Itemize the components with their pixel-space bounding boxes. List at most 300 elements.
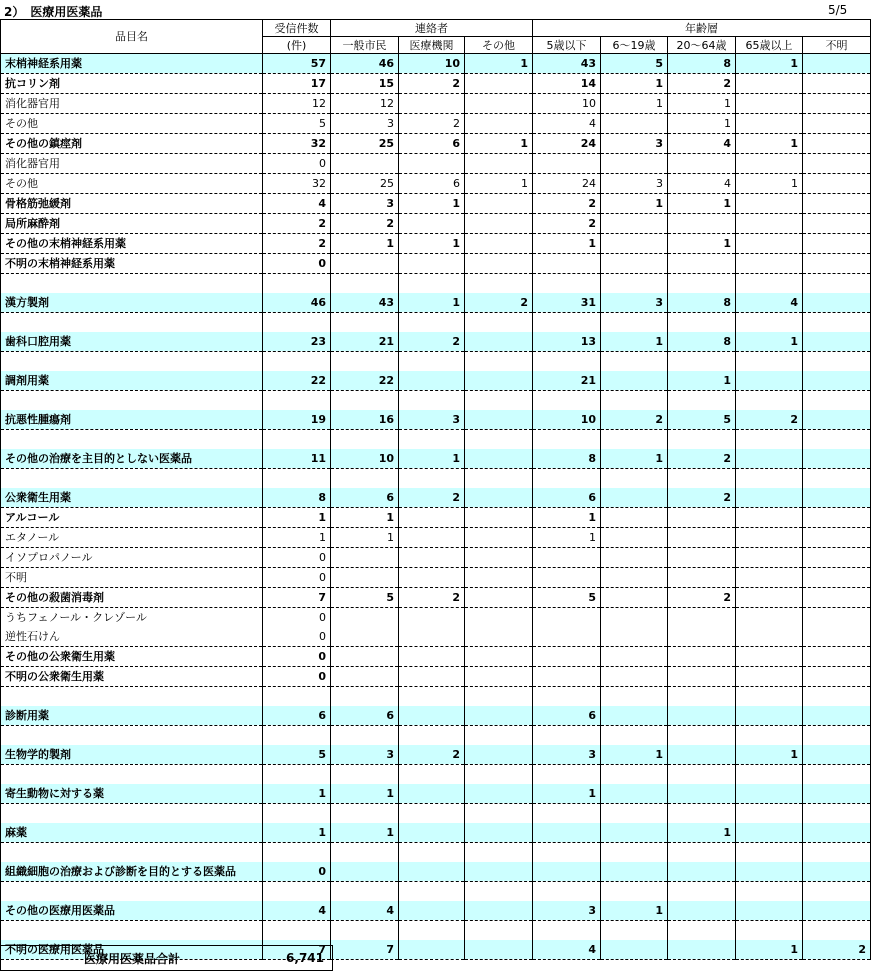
header-row-1 bbox=[1, 20, 871, 37]
value-cell bbox=[465, 726, 533, 746]
header-contact-col: 医療機関 bbox=[399, 37, 465, 54]
value-cell bbox=[736, 901, 803, 921]
value-cell bbox=[803, 154, 871, 174]
value-cell bbox=[668, 667, 736, 687]
value-cell: 3 bbox=[601, 293, 668, 313]
table-row bbox=[1, 608, 871, 628]
value-cell: 2 bbox=[533, 194, 601, 214]
value-cell: 57 bbox=[263, 54, 331, 74]
item-name-cell: アルコール bbox=[1, 508, 263, 528]
value-cell bbox=[803, 352, 871, 372]
value-cell bbox=[465, 352, 533, 372]
value-cell: 10 bbox=[533, 410, 601, 430]
value-cell: 6 bbox=[331, 706, 399, 726]
value-cell bbox=[601, 843, 668, 863]
value-cell bbox=[263, 687, 331, 707]
value-cell bbox=[736, 627, 803, 647]
statistics-table bbox=[0, 19, 871, 960]
value-cell: 1 bbox=[465, 174, 533, 194]
value-cell bbox=[331, 804, 399, 824]
value-cell: 43 bbox=[331, 293, 399, 313]
value-cell bbox=[736, 784, 803, 804]
value-cell bbox=[803, 823, 871, 843]
value-cell bbox=[736, 449, 803, 469]
value-cell: 0 bbox=[263, 154, 331, 174]
value-cell: 2 bbox=[736, 410, 803, 430]
value-cell bbox=[803, 371, 871, 391]
value-cell: 0 bbox=[263, 667, 331, 687]
value-cell bbox=[803, 134, 871, 154]
value-cell bbox=[399, 391, 465, 411]
total-label: 医療用医薬品合計 bbox=[1, 946, 264, 971]
value-cell bbox=[668, 391, 736, 411]
value-cell: 2 bbox=[533, 214, 601, 234]
value-cell: 8 bbox=[533, 449, 601, 469]
value-cell bbox=[601, 921, 668, 941]
value-cell bbox=[399, 901, 465, 921]
value-cell bbox=[465, 940, 533, 960]
value-cell: 0 bbox=[263, 862, 331, 882]
value-cell bbox=[533, 726, 601, 746]
value-cell bbox=[803, 528, 871, 548]
spacer-row bbox=[1, 313, 871, 333]
header-count-line1: 受信件数 bbox=[263, 20, 331, 37]
value-cell: 4 bbox=[533, 114, 601, 134]
item-name-cell: 不明の公衆衛生用薬 bbox=[1, 667, 263, 687]
value-cell bbox=[803, 508, 871, 528]
item-name-cell: その他 bbox=[1, 114, 263, 134]
value-cell: 0 bbox=[263, 647, 331, 667]
value-cell: 21 bbox=[331, 332, 399, 352]
value-cell bbox=[331, 568, 399, 588]
table-row bbox=[1, 54, 871, 74]
value-cell bbox=[465, 745, 533, 765]
value-cell bbox=[399, 608, 465, 628]
value-cell: 1 bbox=[736, 940, 803, 960]
value-cell bbox=[601, 234, 668, 254]
value-cell: 1 bbox=[263, 823, 331, 843]
value-cell bbox=[601, 469, 668, 489]
value-cell: 0 bbox=[263, 254, 331, 274]
value-cell bbox=[331, 352, 399, 372]
item-name-cell bbox=[1, 882, 263, 902]
value-cell bbox=[465, 706, 533, 726]
value-cell: 1 bbox=[601, 901, 668, 921]
value-cell bbox=[736, 430, 803, 450]
value-cell: 6 bbox=[533, 706, 601, 726]
value-cell: 4 bbox=[263, 901, 331, 921]
header-item-name: 品目名 bbox=[1, 20, 263, 54]
value-cell bbox=[736, 608, 803, 628]
item-name-cell: その他 bbox=[1, 174, 263, 194]
table-row bbox=[1, 901, 871, 921]
value-cell bbox=[736, 726, 803, 746]
spacer-row bbox=[1, 804, 871, 824]
value-cell bbox=[803, 726, 871, 746]
value-cell: 1 bbox=[533, 784, 601, 804]
value-cell: 2 bbox=[399, 332, 465, 352]
value-cell: 2 bbox=[399, 488, 465, 508]
value-cell: 32 bbox=[263, 134, 331, 154]
value-cell bbox=[399, 687, 465, 707]
value-cell bbox=[331, 726, 399, 746]
value-cell bbox=[399, 882, 465, 902]
spacer-row bbox=[1, 921, 871, 941]
item-name-cell: 診断用薬 bbox=[1, 706, 263, 726]
value-cell bbox=[399, 371, 465, 391]
table-row bbox=[1, 588, 871, 608]
value-cell bbox=[803, 54, 871, 74]
value-cell: 13 bbox=[533, 332, 601, 352]
table-row bbox=[1, 410, 871, 430]
item-name-cell bbox=[1, 469, 263, 489]
value-cell bbox=[331, 667, 399, 687]
value-cell bbox=[533, 921, 601, 941]
header-age: 年齢層 bbox=[533, 20, 871, 37]
value-cell bbox=[736, 921, 803, 941]
value-cell bbox=[465, 528, 533, 548]
value-cell bbox=[263, 765, 331, 785]
item-name-cell: 不明の末梢神経系用薬 bbox=[1, 254, 263, 274]
page-number: 5/5 bbox=[828, 3, 848, 17]
value-cell bbox=[803, 332, 871, 352]
item-name-cell: 麻薬 bbox=[1, 823, 263, 843]
value-cell: 3 bbox=[399, 410, 465, 430]
value-cell bbox=[331, 687, 399, 707]
value-cell bbox=[465, 313, 533, 333]
value-cell bbox=[533, 804, 601, 824]
value-cell: 4 bbox=[331, 901, 399, 921]
item-name-cell bbox=[1, 726, 263, 746]
value-cell: 12 bbox=[331, 94, 399, 114]
value-cell bbox=[668, 469, 736, 489]
value-cell bbox=[465, 548, 533, 568]
table-row bbox=[1, 667, 871, 687]
value-cell: 4 bbox=[668, 134, 736, 154]
value-cell: 4 bbox=[533, 940, 601, 960]
value-cell bbox=[736, 488, 803, 508]
value-cell: 1 bbox=[533, 528, 601, 548]
value-cell bbox=[601, 548, 668, 568]
value-cell bbox=[399, 254, 465, 274]
value-cell bbox=[668, 745, 736, 765]
value-cell bbox=[533, 352, 601, 372]
item-name-cell bbox=[1, 391, 263, 411]
value-cell bbox=[399, 667, 465, 687]
item-name-cell: 歯科口腔用薬 bbox=[1, 332, 263, 352]
value-cell bbox=[331, 254, 399, 274]
table-row bbox=[1, 784, 871, 804]
value-cell bbox=[736, 371, 803, 391]
value-cell bbox=[263, 726, 331, 746]
value-cell bbox=[736, 765, 803, 785]
table-row bbox=[1, 174, 871, 194]
value-cell bbox=[601, 214, 668, 234]
value-cell bbox=[465, 588, 533, 608]
value-cell bbox=[465, 823, 533, 843]
value-cell: 2 bbox=[399, 745, 465, 765]
value-cell bbox=[399, 94, 465, 114]
page-title: 2） 医療用医薬品 bbox=[4, 5, 103, 19]
value-cell bbox=[736, 823, 803, 843]
value-cell bbox=[399, 823, 465, 843]
value-cell bbox=[533, 823, 601, 843]
value-cell: 21 bbox=[533, 371, 601, 391]
value-cell bbox=[465, 843, 533, 863]
value-cell bbox=[668, 254, 736, 274]
value-cell: 1 bbox=[668, 194, 736, 214]
value-cell bbox=[533, 469, 601, 489]
table-body bbox=[1, 54, 871, 960]
header-contact-col: その他 bbox=[465, 37, 533, 54]
value-cell bbox=[465, 687, 533, 707]
item-name-cell: 消化器官用 bbox=[1, 94, 263, 114]
value-cell: 8 bbox=[263, 488, 331, 508]
value-cell bbox=[803, 862, 871, 882]
value-cell bbox=[263, 469, 331, 489]
spacer-row bbox=[1, 765, 871, 785]
table-row bbox=[1, 647, 871, 667]
value-cell: 1 bbox=[465, 134, 533, 154]
value-cell bbox=[736, 548, 803, 568]
value-cell bbox=[533, 765, 601, 785]
value-cell bbox=[533, 254, 601, 274]
value-cell bbox=[533, 391, 601, 411]
table-row bbox=[1, 568, 871, 588]
value-cell: 24 bbox=[533, 174, 601, 194]
value-cell bbox=[803, 882, 871, 902]
value-cell: 15 bbox=[331, 74, 399, 94]
value-cell: 2 bbox=[263, 214, 331, 234]
value-cell bbox=[736, 94, 803, 114]
value-cell bbox=[399, 508, 465, 528]
value-cell: 1 bbox=[601, 194, 668, 214]
value-cell bbox=[465, 882, 533, 902]
item-name-cell: 公衆衛生用薬 bbox=[1, 488, 263, 508]
value-cell bbox=[668, 313, 736, 333]
value-cell bbox=[601, 862, 668, 882]
value-cell bbox=[399, 862, 465, 882]
value-cell: 1 bbox=[736, 745, 803, 765]
value-cell: 3 bbox=[331, 114, 399, 134]
value-cell: 1 bbox=[668, 94, 736, 114]
value-cell bbox=[533, 882, 601, 902]
value-cell bbox=[736, 667, 803, 687]
value-cell bbox=[465, 667, 533, 687]
value-cell: 1 bbox=[533, 508, 601, 528]
value-cell bbox=[465, 784, 533, 804]
value-cell bbox=[668, 608, 736, 628]
header-contact-col: 一般市民 bbox=[331, 37, 399, 54]
value-cell bbox=[465, 568, 533, 588]
value-cell bbox=[668, 528, 736, 548]
value-cell bbox=[399, 469, 465, 489]
header-age-col: 不明 bbox=[803, 37, 871, 54]
value-cell: 1 bbox=[668, 823, 736, 843]
value-cell bbox=[399, 804, 465, 824]
value-cell: 23 bbox=[263, 332, 331, 352]
value-cell bbox=[465, 608, 533, 628]
item-name-cell: 漢方製剤 bbox=[1, 293, 263, 313]
value-cell: 6 bbox=[331, 488, 399, 508]
value-cell bbox=[465, 371, 533, 391]
value-cell: 8 bbox=[668, 332, 736, 352]
table-row bbox=[1, 114, 871, 134]
total-table bbox=[0, 945, 333, 971]
item-name-cell: 末梢神経系用薬 bbox=[1, 54, 263, 74]
table-row bbox=[1, 548, 871, 568]
value-cell bbox=[465, 449, 533, 469]
value-cell bbox=[736, 274, 803, 294]
value-cell bbox=[736, 469, 803, 489]
value-cell: 2 bbox=[668, 588, 736, 608]
value-cell bbox=[601, 488, 668, 508]
value-cell bbox=[263, 882, 331, 902]
value-cell bbox=[331, 154, 399, 174]
value-cell bbox=[465, 488, 533, 508]
value-cell bbox=[601, 528, 668, 548]
value-cell bbox=[803, 921, 871, 941]
value-cell bbox=[263, 274, 331, 294]
header-age-col: 6～19歳 bbox=[601, 37, 668, 54]
value-cell: 0 bbox=[263, 568, 331, 588]
value-cell bbox=[736, 214, 803, 234]
value-cell bbox=[533, 154, 601, 174]
value-cell: 12 bbox=[263, 94, 331, 114]
value-cell bbox=[399, 627, 465, 647]
table-row bbox=[1, 94, 871, 114]
spacer-row bbox=[1, 352, 871, 372]
value-cell bbox=[399, 548, 465, 568]
value-cell bbox=[803, 469, 871, 489]
table-row bbox=[1, 627, 871, 647]
value-cell bbox=[465, 508, 533, 528]
value-cell: 1 bbox=[736, 54, 803, 74]
value-cell: 0 bbox=[263, 548, 331, 568]
value-cell: 32 bbox=[263, 174, 331, 194]
value-cell: 2 bbox=[803, 940, 871, 960]
value-cell bbox=[601, 114, 668, 134]
item-name-cell bbox=[1, 352, 263, 372]
value-cell bbox=[465, 469, 533, 489]
spacer-row bbox=[1, 430, 871, 450]
value-cell: 2 bbox=[601, 410, 668, 430]
value-cell bbox=[668, 784, 736, 804]
value-cell bbox=[601, 274, 668, 294]
value-cell bbox=[263, 804, 331, 824]
value-cell bbox=[399, 784, 465, 804]
value-cell: 1 bbox=[263, 528, 331, 548]
table-row bbox=[1, 194, 871, 214]
value-cell bbox=[668, 804, 736, 824]
table-row bbox=[1, 528, 871, 548]
value-cell bbox=[668, 765, 736, 785]
value-cell: 3 bbox=[601, 134, 668, 154]
value-cell bbox=[736, 647, 803, 667]
item-name-cell: エタノール bbox=[1, 528, 263, 548]
value-cell bbox=[465, 410, 533, 430]
item-name-cell: その他の公衆衛生用薬 bbox=[1, 647, 263, 667]
value-cell: 1 bbox=[399, 449, 465, 469]
value-cell bbox=[263, 430, 331, 450]
value-cell: 1 bbox=[601, 94, 668, 114]
value-cell: 1 bbox=[263, 784, 331, 804]
value-cell bbox=[533, 548, 601, 568]
value-cell bbox=[803, 843, 871, 863]
value-cell bbox=[399, 313, 465, 333]
value-cell bbox=[465, 274, 533, 294]
value-cell bbox=[331, 862, 399, 882]
value-cell: 2 bbox=[399, 588, 465, 608]
item-name-cell bbox=[1, 804, 263, 824]
value-cell bbox=[399, 528, 465, 548]
value-cell bbox=[803, 548, 871, 568]
value-cell bbox=[736, 114, 803, 134]
value-cell bbox=[465, 391, 533, 411]
value-cell bbox=[533, 430, 601, 450]
item-name-cell bbox=[1, 765, 263, 785]
item-name-cell bbox=[1, 313, 263, 333]
item-name-cell: 組織細胞の治療および診断を目的とする医薬品 bbox=[1, 862, 263, 882]
value-cell bbox=[331, 882, 399, 902]
value-cell: 2 bbox=[668, 449, 736, 469]
value-cell bbox=[601, 430, 668, 450]
value-cell bbox=[668, 726, 736, 746]
item-name-cell bbox=[1, 687, 263, 707]
value-cell: 31 bbox=[533, 293, 601, 313]
item-name-cell: 消化器官用 bbox=[1, 154, 263, 174]
value-cell: 10 bbox=[331, 449, 399, 469]
value-cell: 43 bbox=[533, 54, 601, 74]
value-cell: 7 bbox=[331, 940, 399, 960]
value-cell bbox=[465, 214, 533, 234]
item-name-cell: 不明 bbox=[1, 568, 263, 588]
value-cell: 8 bbox=[668, 54, 736, 74]
value-cell: 2 bbox=[668, 74, 736, 94]
value-cell: 3 bbox=[533, 901, 601, 921]
value-cell bbox=[399, 940, 465, 960]
value-cell: 5 bbox=[601, 54, 668, 74]
table-row bbox=[1, 134, 871, 154]
item-name-cell bbox=[1, 843, 263, 863]
value-cell bbox=[803, 588, 871, 608]
value-cell bbox=[736, 687, 803, 707]
value-cell: 1 bbox=[331, 823, 399, 843]
value-cell bbox=[601, 568, 668, 588]
value-cell: 1 bbox=[601, 332, 668, 352]
table-row bbox=[1, 293, 871, 313]
value-cell bbox=[263, 843, 331, 863]
table-row bbox=[1, 706, 871, 726]
value-cell bbox=[736, 391, 803, 411]
value-cell bbox=[331, 469, 399, 489]
value-cell bbox=[803, 804, 871, 824]
value-cell bbox=[331, 548, 399, 568]
value-cell bbox=[803, 74, 871, 94]
value-cell bbox=[803, 765, 871, 785]
value-cell bbox=[399, 214, 465, 234]
item-name-cell: 寄生動物に対する薬 bbox=[1, 784, 263, 804]
value-cell bbox=[803, 254, 871, 274]
value-cell: 2 bbox=[399, 74, 465, 94]
value-cell bbox=[803, 293, 871, 313]
value-cell bbox=[465, 901, 533, 921]
item-name-cell: 抗コリン剤 bbox=[1, 74, 263, 94]
spacer-row bbox=[1, 391, 871, 411]
header-contact: 連絡者 bbox=[331, 20, 533, 37]
value-cell bbox=[803, 706, 871, 726]
value-cell bbox=[601, 371, 668, 391]
